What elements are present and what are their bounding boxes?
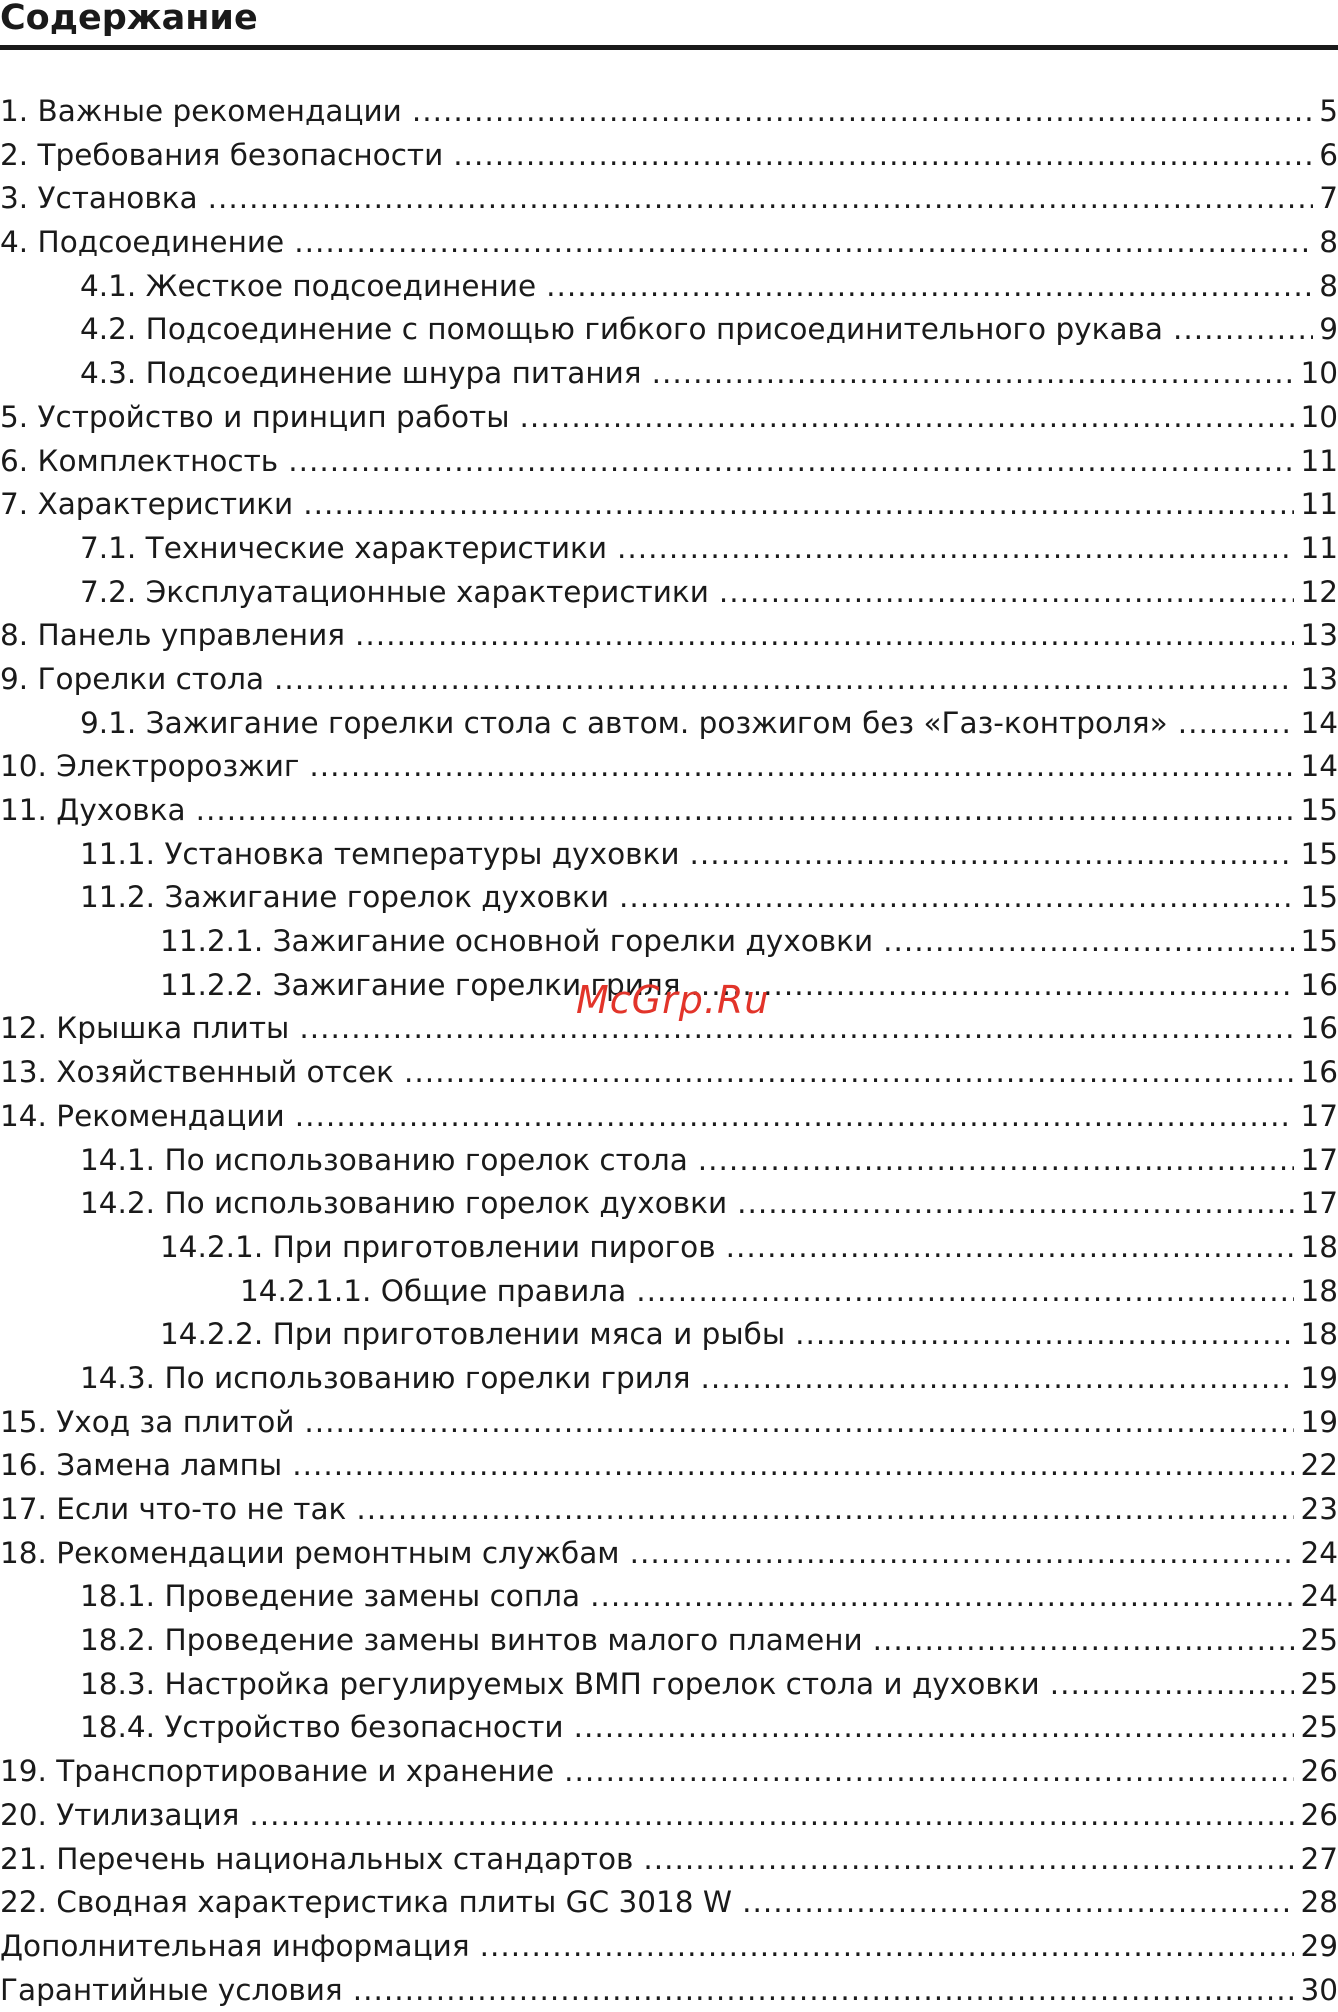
toc-entry-label: 7.2. Эксплуатационные характеристики [80, 574, 709, 609]
toc-entry-label: 14.1. По использованию горелок стола [80, 1142, 688, 1177]
table-of-contents [0, 90, 1338, 2012]
dot-leader [249, 1794, 1294, 1838]
dot-leader [1050, 1663, 1295, 1707]
toc-entry-label: 4. Подсоединение [0, 225, 285, 260]
toc-entry-page-number: 9 [1319, 312, 1338, 347]
toc-entry-label: 15. Уход за плитой [0, 1404, 295, 1439]
toc-entry[interactable] [0, 1182, 1338, 1226]
toc-entry-label: 4.2. Подсоединение с помощью гибкого присоединительного рукава [80, 312, 1163, 347]
toc-entry-page-number: 5 [1319, 94, 1338, 128]
toc-entry[interactable] [0, 440, 1338, 484]
dot-leader [208, 177, 1314, 221]
toc-entry-label: 11.2. Зажигание горелок духовки [80, 880, 609, 915]
toc-entry-page-number: 24 [1300, 1535, 1338, 1570]
title-divider [0, 45, 1338, 50]
toc-entry-label: 18. Рекомендации ремонтным службам [0, 1535, 620, 1570]
toc-entry[interactable] [0, 177, 1338, 221]
toc-entry-label: 12. Крышка плиты [0, 1011, 290, 1046]
toc-entry[interactable] [0, 1051, 1338, 1095]
dot-leader [304, 1401, 1294, 1445]
toc-entry-label: 11.1. Установка температуры духовки [80, 836, 680, 871]
toc-entry[interactable] [0, 134, 1338, 178]
toc-entry-page-number: 11 [1300, 530, 1338, 565]
dot-leader [299, 1007, 1294, 1051]
toc-entry-label: 13. Хозяйственный отсек [0, 1055, 394, 1090]
toc-entry-page-number: 25 [1300, 1710, 1338, 1745]
toc-entry[interactable] [0, 1706, 1338, 1750]
toc-entry[interactable] [0, 658, 1338, 702]
toc-entry-label: 8. Панель управления [0, 618, 345, 653]
toc-entry[interactable] [0, 702, 1338, 746]
toc-entry-page-number: 6 [1319, 137, 1338, 172]
toc-entry[interactable] [0, 920, 1338, 964]
toc-entry-label: 17. Если что-то не так [0, 1492, 347, 1526]
toc-entry-label: 7.1. Технические характеристики [80, 530, 608, 565]
page-title: Содержание [0, 0, 258, 38]
toc-entry-label: 14.3. По использованию горелки гриля [80, 1360, 691, 1395]
toc-entry-label: 19. Транспортирование и хранение [0, 1754, 555, 1789]
toc-entry-page-number: 7 [1319, 181, 1338, 216]
toc-entry[interactable] [0, 396, 1338, 440]
toc-entry-page-number: 14 [1300, 705, 1338, 740]
toc-entry[interactable] [0, 1619, 1338, 1663]
toc-entry-page-number: 13 [1300, 661, 1338, 696]
toc-entry-label: 16. Замена лампы [0, 1448, 283, 1483]
toc-entry-page-number: 15 [1300, 793, 1338, 827]
toc-entry-label: 11.2.2. Зажигание горелки гриля [160, 967, 681, 1002]
toc-entry[interactable] [0, 1270, 1338, 1314]
toc-entry-label: 18.1. Проведение замены сопла [80, 1579, 581, 1614]
toc-entry-page-number: 8 [1319, 225, 1338, 260]
dot-leader [742, 1881, 1294, 1925]
toc-entry-label: 5. Устройство и принцип работы [0, 399, 510, 434]
dot-leader [643, 1838, 1294, 1882]
toc-entry-page-number: 15 [1300, 836, 1338, 871]
toc-entry-label: 4.1. Жесткое подсоединение [80, 268, 537, 303]
toc-entry[interactable] [0, 527, 1338, 571]
toc-entry-label: 14. Рекомендации [0, 1098, 285, 1133]
toc-entry-label: 9. Горелки стола [0, 661, 265, 696]
toc-entry[interactable] [0, 1969, 1338, 2012]
toc-entry[interactable] [0, 1838, 1338, 1882]
dot-leader [355, 614, 1294, 658]
toc-entry-label: 21. Перечень национальных стандартов [0, 1841, 634, 1876]
toc-entry-page-number: 11 [1300, 443, 1338, 478]
toc-entry-label: 14.2.2. При приготовлении мяса и рыбы [160, 1317, 786, 1352]
dot-leader [719, 571, 1295, 615]
toc-entry[interactable] [0, 1095, 1338, 1139]
toc-entry-page-number: 14 [1300, 749, 1338, 784]
toc-entry-page-number: 8 [1319, 268, 1338, 303]
toc-entry-label: 18.2. Проведение замены винтов малого пламени [80, 1623, 863, 1658]
dot-leader [617, 527, 1294, 571]
toc-entry[interactable] [0, 265, 1338, 309]
toc-entry-page-number: 18 [1300, 1273, 1338, 1308]
toc-entry-page-number: 26 [1300, 1754, 1338, 1789]
toc-entry-page-number: 28 [1300, 1885, 1338, 1920]
toc-entry[interactable] [0, 1794, 1338, 1838]
toc-entry-page-number: 18 [1300, 1317, 1338, 1352]
watermark: McGrp.Ru [576, 978, 770, 1022]
toc-entry[interactable] [0, 90, 1338, 134]
toc-entry-page-number: 10 [1300, 399, 1338, 434]
toc-entry-page-number: 17 [1300, 1186, 1338, 1221]
dot-leader [480, 1925, 1295, 1969]
toc-entry-label: 1. Важные рекомендации [0, 94, 402, 128]
toc-entry[interactable] [0, 1139, 1338, 1183]
dot-leader [404, 1051, 1295, 1095]
toc-entry-page-number: 10 [1300, 356, 1338, 391]
toc-entry[interactable] [0, 571, 1338, 615]
toc-entry-page-number: 19 [1300, 1360, 1338, 1395]
toc-entry[interactable] [0, 221, 1338, 265]
toc-entry-page-number: 25 [1300, 1623, 1338, 1658]
toc-entry-page-number: 18 [1300, 1229, 1338, 1264]
toc-entry-label: Гарантийные условия [0, 1972, 343, 2007]
toc-entry[interactable] [0, 614, 1338, 658]
dot-leader [303, 483, 1294, 527]
toc-entry-page-number: 16 [1300, 1011, 1338, 1046]
dot-leader [701, 1357, 1295, 1401]
toc-entry-label: 22. Сводная характеристика плиты GC 3018 W [0, 1885, 733, 1920]
toc-entry-label: 14.2. По использованию горелок духовки [80, 1186, 728, 1221]
toc-entry-page-number: 19 [1300, 1404, 1338, 1439]
toc-entry-label: 7. Характеристики [0, 487, 294, 522]
toc-entry-page-number: 17 [1300, 1098, 1338, 1133]
dot-leader [546, 265, 1313, 309]
dot-leader [295, 1095, 1295, 1139]
toc-entry[interactable] [0, 1401, 1338, 1445]
toc-entry-label: Дополнительная информация [0, 1928, 470, 1963]
dot-leader [690, 833, 1295, 877]
dot-leader [652, 352, 1295, 396]
toc-entry-label: 11. Духовка [0, 793, 186, 827]
toc-entry-page-number: 26 [1300, 1797, 1338, 1832]
toc-entry[interactable] [0, 1881, 1338, 1925]
toc-entry-label: 10. Электророзжиг [0, 749, 300, 784]
toc-entry-label: 6. Комплектность [0, 443, 279, 478]
toc-entry-label: 11.2.1. Зажигание основной горелки духовки [160, 924, 874, 959]
toc-entry-page-number: 30 [1300, 1972, 1338, 2007]
toc-entry-page-number: 15 [1300, 924, 1338, 959]
toc-entry-page-number: 12 [1300, 574, 1338, 609]
toc-entry-label: 20. Утилизация [0, 1797, 240, 1832]
dot-leader [292, 1444, 1294, 1488]
toc-entry-label: 4.3. Подсоединение шнура питания [80, 356, 642, 391]
dot-leader [636, 1270, 1294, 1314]
toc-entry-label: 18.3. Настройка регулируемых ВМП горелок стола и духовки [80, 1666, 1040, 1701]
toc-entry[interactable] [0, 1357, 1338, 1401]
dot-leader [353, 1969, 1295, 2012]
dot-leader [412, 90, 1313, 134]
dot-leader [590, 1575, 1294, 1619]
toc-entry-label: 9.1. Зажигание горелки стола с автом. розжигом без «Газ-контроля» [80, 705, 1168, 740]
toc-entry-page-number: 23 [1300, 1492, 1338, 1526]
toc-entry[interactable] [0, 789, 1338, 833]
toc-entry-page-number: 29 [1300, 1928, 1338, 1963]
toc-entry-page-number: 16 [1300, 967, 1338, 1002]
toc-entry[interactable] [0, 352, 1338, 396]
toc-entry[interactable] [0, 1226, 1338, 1270]
toc-entry[interactable] [0, 483, 1338, 527]
toc-entry[interactable] [0, 1444, 1338, 1488]
toc-entry-label: 14.2.1. При приготовлении пирогов [160, 1229, 716, 1264]
toc-entry[interactable] [0, 1532, 1338, 1576]
toc-entry-label: 14.2.1.1. Общие правила [240, 1273, 627, 1308]
toc-entry-page-number: 16 [1300, 1055, 1338, 1090]
toc-entry[interactable] [0, 1925, 1338, 1969]
dot-leader [196, 789, 1295, 833]
dot-leader [619, 876, 1294, 920]
dot-leader [453, 134, 1313, 178]
toc-entry-page-number: 17 [1300, 1142, 1338, 1177]
toc-entry-label: 2. Требования безопасности [0, 137, 444, 172]
dot-leader [294, 221, 1313, 265]
toc-entry-page-number: 11 [1300, 487, 1338, 522]
toc-entry[interactable] [0, 833, 1338, 877]
toc-entry[interactable] [0, 1663, 1338, 1707]
dot-leader [356, 1488, 1294, 1532]
dot-leader [574, 1706, 1295, 1750]
dot-leader [309, 745, 1294, 789]
toc-entry[interactable] [0, 308, 1338, 352]
toc-entry-label: 18.4. Устройство безопасности [80, 1710, 564, 1745]
dot-leader [691, 964, 1295, 1008]
toc-entry-label: 3. Установка [0, 181, 198, 216]
dot-leader [1173, 308, 1313, 352]
toc-entry[interactable] [0, 1575, 1338, 1619]
dot-leader [873, 1619, 1295, 1663]
dot-leader [883, 920, 1294, 964]
dot-leader [564, 1750, 1294, 1794]
toc-entry[interactable] [0, 1750, 1338, 1794]
toc-entry[interactable] [0, 745, 1338, 789]
toc-entry-page-number: 24 [1300, 1579, 1338, 1614]
dot-leader [698, 1139, 1295, 1183]
toc-entry-page-number: 15 [1300, 880, 1338, 915]
toc-entry[interactable] [0, 1313, 1338, 1357]
toc-entry-page-number: 13 [1300, 618, 1338, 653]
toc-entry[interactable] [0, 1488, 1338, 1532]
toc-entry[interactable] [0, 876, 1338, 920]
dot-leader [795, 1313, 1294, 1357]
dot-leader [737, 1182, 1294, 1226]
dot-leader [726, 1226, 1295, 1270]
toc-entry-page-number: 25 [1300, 1666, 1338, 1701]
toc-entry-page-number: 22 [1300, 1448, 1338, 1483]
dot-leader [1178, 702, 1295, 746]
dot-leader [520, 396, 1295, 440]
dot-leader [274, 658, 1294, 702]
dot-leader [288, 440, 1294, 484]
dot-leader [630, 1532, 1295, 1576]
toc-entry-page-number: 27 [1300, 1841, 1338, 1876]
